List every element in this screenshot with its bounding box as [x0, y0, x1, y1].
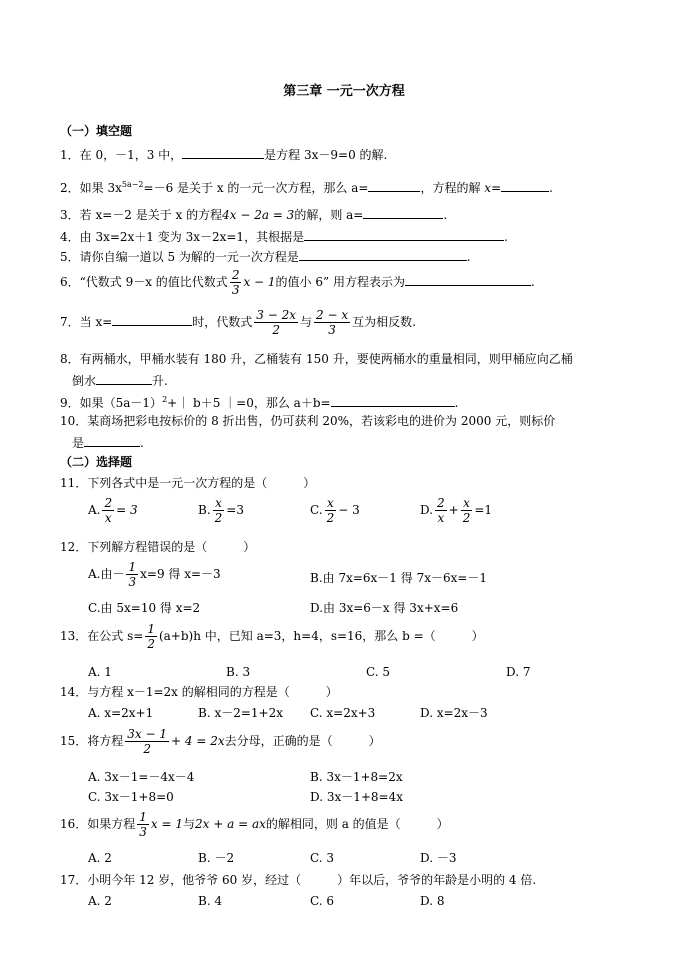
q17-option-c[interactable]: C. 6: [310, 894, 335, 908]
question-2: 2．如果 $3x^{5a-2}=-6$ 是关于 x 的一元一次方程，那么 a= ，方程的解 x= .: [60, 180, 553, 195]
q7-text-2: 时，代数式: [192, 315, 253, 329]
q6-text-end: 的值小 6” 用方程表示为: [275, 275, 405, 289]
q12-option-c[interactable]: C.由 5x=10 得 x=2: [88, 601, 201, 615]
q15-option-b[interactable]: B. 3x－1+8=2x: [310, 770, 403, 784]
answer-blank[interactable]: [363, 206, 443, 219]
question-11: 11．下列各式中是一元一次方程的是（ ）: [60, 476, 316, 490]
q17-option-d[interactable]: D. 8: [420, 894, 445, 908]
answer-blank[interactable]: [182, 146, 264, 159]
q14-option-c[interactable]: C. x=2x+3: [310, 706, 376, 720]
q7-text: 7．当 x=: [60, 315, 113, 329]
answer-blank[interactable]: [405, 273, 531, 286]
q1-text: 1．在 0，－1，3 中，: [60, 148, 183, 162]
q6-expression: x − 1: [243, 275, 276, 289]
q15-option-c[interactable]: C. 3x－1+8=0: [88, 790, 174, 804]
q17-option-a[interactable]: A. 2: [88, 894, 112, 908]
q2-var: x: [484, 181, 492, 195]
q6-fraction: $\frac{2}{3}$: [231, 268, 240, 297]
q7-text-end: 互为相反数.: [352, 315, 416, 329]
question-14: 14．与方程 x－1=2x 的解相同的方程是（ ）: [60, 685, 338, 699]
answer-blank[interactable]: [368, 179, 420, 192]
q5-text: 5．请你自编一道以 5 为解的一元一次方程是: [60, 250, 299, 264]
question-9: 9．如果$(5a-1)^2+|$ b＋5 ｜=0，那么 a＋b= .: [60, 395, 459, 410]
answer-blank[interactable]: [304, 228, 504, 241]
q12-option-a[interactable]: A.由－ $\frac{1}{3}$ x=9 得 x=－3: [88, 560, 221, 589]
q16-option-c[interactable]: C. 3: [310, 851, 335, 865]
q15-option-a[interactable]: A. 3x－1=－4x－4: [88, 770, 195, 784]
q12-option-d[interactable]: D.由 3x=6－x 得 3x+x=6: [310, 601, 459, 615]
q15-option-d[interactable]: D. 3x－1+8=4x: [310, 790, 404, 804]
answer-blank[interactable]: [84, 434, 140, 447]
question-17: 17．小明今年 12 岁，他爷爷 60 岁，经过（ ）年以后，爷爷的年龄是小明的 4 倍.: [60, 873, 537, 887]
q1-text-end: 是方程 3x－9=0 的解.: [264, 148, 388, 162]
q7-fraction-1: $\frac{3 - 2x}{2}$: [256, 308, 297, 337]
q6-text: 6．“代数式 9－x 的值比代数式: [60, 275, 228, 289]
answer-blank[interactable]: [112, 313, 192, 326]
q7-text-3: 与: [300, 315, 313, 329]
answer-blank[interactable]: [331, 394, 455, 407]
question-16: 16．如果方程 $\frac{1}{3}$ x = 1与2x + a = ax的解相同，则 a 的值是（ ）: [60, 810, 449, 839]
q13-option-c[interactable]: C. 5: [366, 665, 391, 679]
question-12: 12．下列解方程错误的是（ ）: [60, 540, 256, 554]
q13-option-a[interactable]: A. 1: [88, 665, 112, 679]
q15-fraction: $\frac{3x - 1}{2}$: [127, 727, 168, 756]
question-3: 3．若 x=－2 是关于 x 的方程4x − 2a = 3的解，则 a= .: [60, 208, 448, 222]
q2-text: 2．如果 3x: [60, 181, 122, 195]
q3-text-end: 的解，则 a=: [294, 208, 364, 222]
q11b-fraction: $\frac{x}{2}$: [214, 496, 223, 525]
question-13: 13．在公式 s= $\frac{1}{2}$ (a+b)h 中，已知 a=3，h=4，s=16，那么 b =（ ）: [60, 622, 484, 651]
question-15: 15．将方程 $\frac{3x - 1}{2}$ + 4 = 2x去分母，正确的是（ ）: [60, 727, 381, 756]
q9-text-2: +｜ b＋5 ｜=0，那么 a＋b=: [167, 396, 331, 410]
question-8-cont: [72, 372, 168, 388]
q2-text-2: ，方程的解: [420, 181, 481, 195]
section-heading-choice: （二）选择题: [60, 455, 133, 469]
q14-option-d[interactable]: D. x=2x－3: [420, 706, 488, 720]
question-10: 10．某商场把彩电按标价的 8 折出售，仍可获利 20%，若该彩电的进价为 2000 元，则标价: [60, 414, 556, 428]
question-1: [60, 146, 387, 162]
q16-option-a[interactable]: A. 2: [88, 851, 112, 865]
answer-blank[interactable]: [501, 179, 549, 192]
q11c-fraction: $\frac{x}{2}$: [326, 496, 335, 525]
question-10-cont: 是 .: [72, 436, 144, 450]
q4-text: 4．由 3x=2x＋1 变为 3x－2x=1，其根据是: [60, 230, 305, 244]
q13-fraction: $\frac{1}{2}$: [147, 622, 155, 651]
q11-option-d[interactable]: D. $\frac{2}{x}$ + $\frac{x}{2}$ =1: [420, 496, 493, 525]
q11-option-c[interactable]: C. $\frac{x}{2}$ − 3: [310, 496, 360, 525]
q8-text: 倒水: [72, 374, 97, 388]
section-heading-fill-blank: （一）填空题: [60, 124, 133, 138]
q9-text: 9．如果（5a－1）: [60, 396, 163, 410]
q17-option-b[interactable]: B. 4: [198, 894, 223, 908]
q14-option-b[interactable]: B. x－2=1+2x: [198, 706, 283, 720]
q12-option-b[interactable]: B.由 7x=6x－1 得 7x－6x=－1: [310, 571, 488, 585]
q13-option-b[interactable]: B. 3: [226, 665, 251, 679]
q16-option-b[interactable]: B. －2: [198, 851, 235, 865]
q2-text-mid: =－6 是关于 x 的一元一次方程，那么 a=: [143, 181, 369, 195]
q11-option-b[interactable]: B. $\frac{x}{2}$ =3: [198, 496, 244, 525]
q16-fraction: $\frac{1}{3}$: [139, 810, 147, 839]
q8-text-end: 升.: [152, 374, 168, 388]
q2-exponent: 5a−2: [121, 180, 144, 189]
q11a-fraction: $\frac{2}{x}$: [104, 496, 113, 525]
q7-fraction-2: $\frac{2 - x}{3}$: [316, 308, 349, 337]
q3-text: 3．若 x=－2 是关于 x 的方程: [60, 208, 223, 222]
answer-blank[interactable]: [96, 372, 152, 385]
q11d-fraction-2: $\frac{x}{2}$: [462, 496, 471, 525]
q9-exponent: 2: [162, 395, 168, 404]
q2-eq-sign: =: [491, 181, 502, 195]
answer-blank[interactable]: [299, 248, 467, 261]
question-7: [60, 308, 416, 337]
q3-equation: 4x − 2a = 3: [222, 208, 295, 222]
q11d-fraction-1: $\frac{2}{x}$: [437, 496, 445, 525]
page-title: 第三章 一元一次方程: [283, 84, 405, 99]
q12a-fraction: $\frac{1}{3}$: [128, 560, 137, 589]
q14-option-a[interactable]: A. x=2x+1: [88, 706, 154, 720]
q10-text: 是: [72, 436, 85, 450]
q16-option-d[interactable]: D. －3: [420, 851, 457, 865]
question-4: 4．由 3x=2x＋1 变为 3x－2x=1，其根据是 .: [60, 230, 508, 244]
question-6: 6．“代数式 9－x 的值比代数式 $\frac{2}{3}$ x − 1的值小 6” 用方程表示为 .: [60, 268, 535, 297]
q11-option-a[interactable]: A. $\frac{2}{x}$ = 3: [88, 496, 138, 525]
question-5: 5．请你自编一道以 5 为解的一元一次方程是 .: [60, 250, 471, 264]
q13-option-d[interactable]: D. 7: [506, 665, 531, 679]
question-8: 8．有两桶水，甲桶水装有 180 升，乙桶装有 150 升，要使两桶水的重量相同，则甲桶应向乙桶: [60, 352, 573, 366]
